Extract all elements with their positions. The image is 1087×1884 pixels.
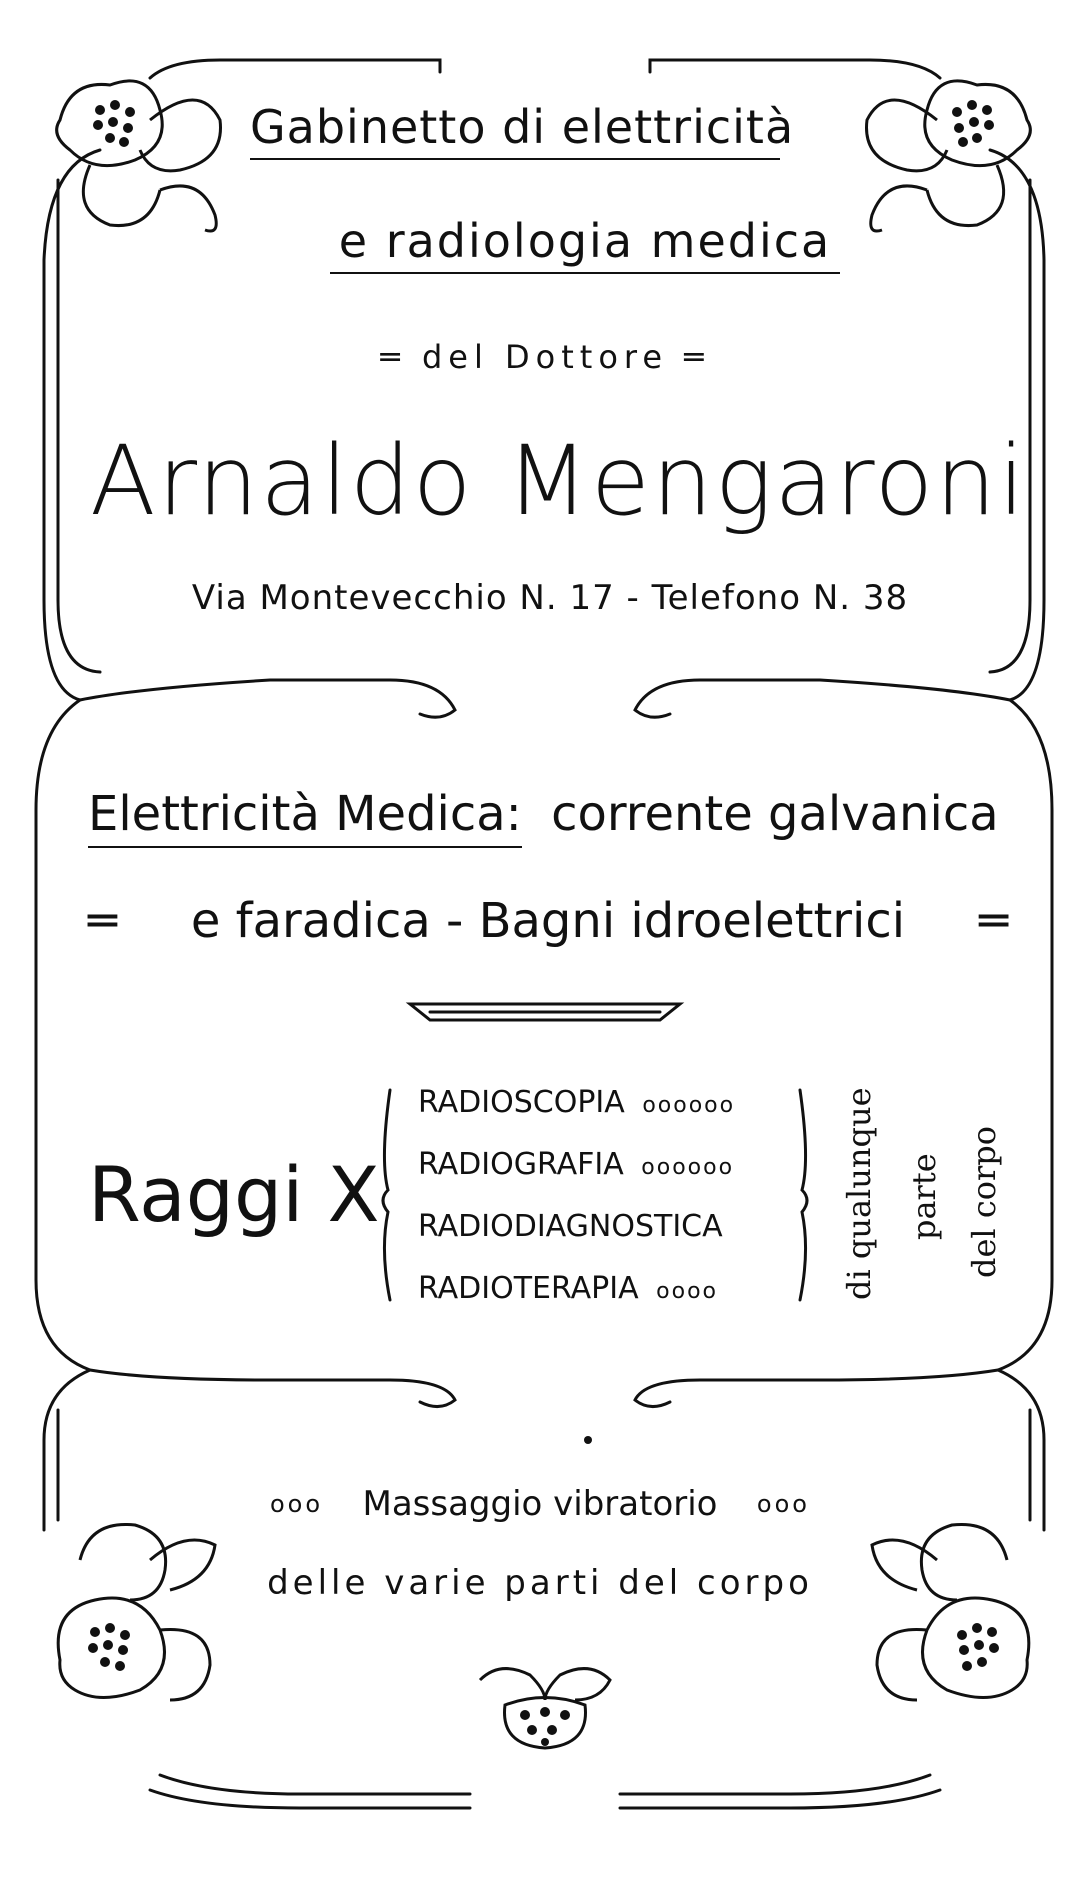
side-text-2: parte — [905, 1153, 943, 1240]
marks-left: ooo — [270, 1490, 324, 1518]
xray-item-label: RADIOGRAFIA — [418, 1147, 624, 1182]
xray-item-label: RADIOTERAPIA — [418, 1271, 639, 1306]
header-line-1: Gabinetto di elettricità — [250, 100, 780, 160]
xray-item-2 — [418, 1147, 798, 1209]
doctor-name: Arnaldo Mengaroni — [90, 425, 1027, 537]
xray-item-label: RADIOSCOPIA — [418, 1085, 625, 1120]
medical-electricity-label: Elettricità Medica: — [88, 786, 522, 848]
faradic-line: e faradica - Bagni idroelettrici — [190, 893, 906, 949]
double-dash-right-2: ═ — [979, 893, 1008, 949]
side-text-1: di qualunque — [840, 1087, 878, 1300]
xray-item-marks: oooooo — [642, 1093, 736, 1118]
medical-electricity-rest: corrente galvanica — [551, 786, 999, 842]
xray-list — [418, 1085, 798, 1333]
massage-row — [270, 1484, 810, 1524]
double-dash-left-2: ═ — [88, 893, 117, 949]
side-text-3: del corpo — [965, 1125, 1003, 1278]
xray-item-3 — [418, 1209, 798, 1271]
header-line-2: e radiologia medica — [330, 214, 840, 274]
header-line-3: del Dottore — [421, 338, 669, 376]
header-line-3-row — [320, 338, 770, 376]
xray-item-1 — [418, 1085, 798, 1147]
double-dash-left: ═ — [380, 338, 406, 376]
xray-item-marks: oooooo — [641, 1155, 735, 1180]
faradic-row — [88, 893, 1008, 949]
body-parts-line: delle varie parti del corpo — [267, 1563, 813, 1603]
massage-line: Massaggio vibratorio — [362, 1484, 718, 1524]
marks-right: ooo — [756, 1490, 810, 1518]
medical-electricity-row — [88, 786, 1008, 842]
address-line: Via Montevecchio N. 17 - Telefono N. 38 — [191, 578, 909, 618]
xray-item-label: RADIODIAGNOSTICA — [418, 1209, 723, 1244]
xray-title: Raggi X — [88, 1150, 380, 1239]
xray-item-marks: oooo — [656, 1279, 718, 1304]
xray-item-4 — [418, 1271, 798, 1333]
double-dash-right: ═ — [684, 338, 710, 376]
